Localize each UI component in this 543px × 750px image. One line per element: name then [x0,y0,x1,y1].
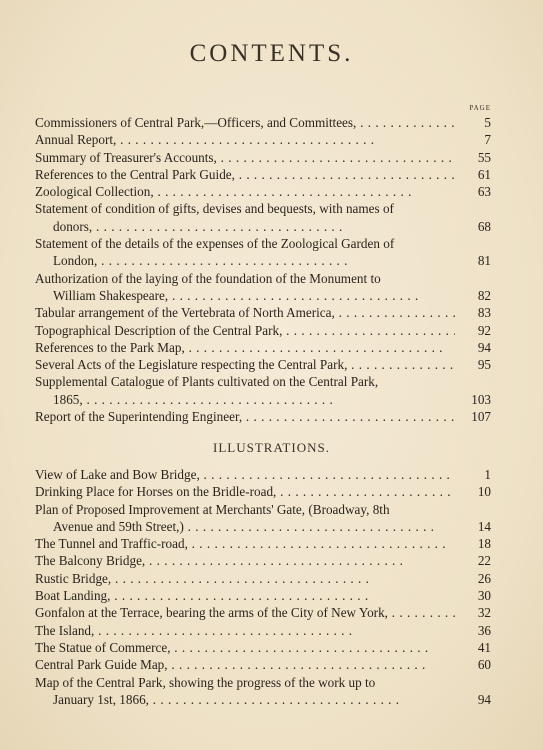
contents-entry-title [35,200,455,235]
illustration-entry-title: Drinking Place for Horses on the Bridle-road, . . [35,483,455,500]
contents-entry [35,235,491,270]
contents-entry [35,149,491,166]
contents-entry [35,339,491,356]
illustration-entry [35,656,491,673]
contents-entry-page-number: 92 [477,322,491,338]
illustration-entry-title-line: Plan of Proposed Improvement at Merchants' Gate, (Broadway, 8th [35,501,390,517]
contents-entry-page-number: 103 [471,391,491,407]
illustration-entry-title [35,674,455,709]
contents-entry-page-number: 68 [477,218,491,234]
illustration-entry-page-number: 36 [477,622,491,638]
contents-entry-page-number: 107 [471,409,491,425]
contents-entry-title: Tabular arrangement of the Vertebrata of North America, . . [35,304,455,321]
contents-entry-title: References to the Central Park Guide, . . [35,166,455,183]
illustration-entry-title: The Island, . . [35,622,455,639]
contents-entry [35,183,491,200]
illustration-entry-page-number: 14 [477,518,491,534]
contents-entry-title-line: donors, . . [35,218,455,235]
illustration-entry-title-line: Map of the Central Park, showing the progress of the work up to [35,674,376,690]
illustration-entry [35,570,491,587]
contents-entry-page-number: 7 [484,132,491,148]
contents-entry-title-line: William Shakespeare, . . [35,287,455,304]
illustration-entry-page-number: 10 [477,484,491,500]
illustration-entry [35,552,491,569]
contents-entry-title: References to the Park Map, . . [35,339,455,356]
page-column-header: PAGE [469,104,491,112]
contents-entry-title: Several Acts of the Legislature respecting the Central Park, . . [35,356,455,373]
illustration-entry [35,501,491,536]
contents-entry-page-number: 95 [477,357,491,373]
contents-entry [35,131,491,148]
contents-list [35,114,491,425]
contents-entry-title [35,235,455,270]
illustration-entry-title: The Balcony Bridge, . . [35,552,455,569]
contents-entry [35,408,491,425]
illustration-entry-title: The Tunnel and Traffic-road, . . [35,535,455,552]
contents-entry-page-number: 83 [477,305,491,321]
illustration-entry-title-line: Avenue and 59th Street,) . . [35,518,455,535]
illustration-entry-title-line: January 1st, 1866, . . [35,691,455,708]
illustrations-list [35,466,491,708]
contents-entry-title-line: 1865, . . [35,391,455,408]
contents-entry-page-number: 61 [477,166,491,182]
contents-entry-title-line: Statement of condition of gifts, devises and bequests, with names of [35,201,394,217]
page-title: CONTENTS. [189,40,354,67]
illustration-entry-page-number: 26 [477,570,491,586]
contents-entry [35,304,491,321]
contents-entry-title: Summary of Treasurer's Accounts, . . [35,149,455,166]
contents-entry-page-number: 82 [477,287,491,303]
contents-entry-title-line: Statement of the details of the expenses of the Zoological Garden of [35,236,395,252]
illustration-entry-title: Gonfalon at the Terrace, bearing the arms of the City of New York, . . [35,604,455,621]
illustration-entry [35,622,491,639]
illustration-entry [35,535,491,552]
contents-entry [35,270,491,305]
contents-entry-title: Zoological Collection, . . [35,183,455,200]
illustration-entry-page-number: 60 [477,657,491,673]
contents-entry-title-line: London, . . [35,252,455,269]
illustration-entry-title: Rustic Bridge, . . [35,570,455,587]
contents-entry [35,114,491,131]
illustration-entry [35,466,491,483]
illustration-entry-page-number: 1 [484,467,491,482]
contents-entry-title: Topographical Description of the Central Park, . . [35,322,455,339]
contents-entry [35,166,491,183]
illustration-entry-title: Central Park Guide Map, . . [35,656,455,673]
illustration-entry-title: View of Lake and Bow Bridge, . . [35,466,455,483]
contents-entry-title [35,270,455,305]
illustration-entry-title [35,501,455,536]
illustration-entry [35,483,491,500]
illustration-entry [35,639,491,656]
contents-entry-page-number: 63 [477,184,491,200]
illustration-entry-page-number: 18 [477,536,491,552]
illustration-entry-page-number: 22 [477,553,491,569]
illustration-entry [35,587,491,604]
contents-entry-page-number: 55 [477,149,491,165]
illustrations-title: ILLUSTRATIONS. [213,440,330,455]
illustration-entry-page-number: 94 [477,691,491,707]
contents-entry-title: Commissioners of Central Park,—Officers, and Committees, . . [35,114,455,131]
contents-entry-page-number: 5 [484,115,491,130]
contents-entry-title: Report of the Superintending Engineer, . . [35,408,455,425]
contents-entry-title-line: Authorization of the laying of the foundation of the Monument to [35,270,381,286]
illustration-entry [35,674,491,709]
contents-entry-page-number: 81 [477,253,491,269]
contents-entry-title-line: Supplemental Catalogue of Plants cultivated on the Central Park, [35,374,379,390]
contents-entry-title: Annual Report, . . [35,131,455,148]
illustration-entry-page-number: 30 [477,588,491,604]
contents-entry [35,200,491,235]
illustration-entry-title: Boat Landing, . . [35,587,455,604]
illustration-entry-page-number: 32 [477,605,491,621]
illustration-entry-title: The Statue of Commerce, . . [35,639,455,656]
contents-entry-page-number: 94 [477,339,491,355]
contents-entry-title [35,373,455,408]
contents-entry [35,322,491,339]
contents-entry [35,356,491,373]
contents-entry [35,373,491,408]
illustration-entry [35,604,491,621]
illustration-entry-page-number: 41 [477,639,491,655]
